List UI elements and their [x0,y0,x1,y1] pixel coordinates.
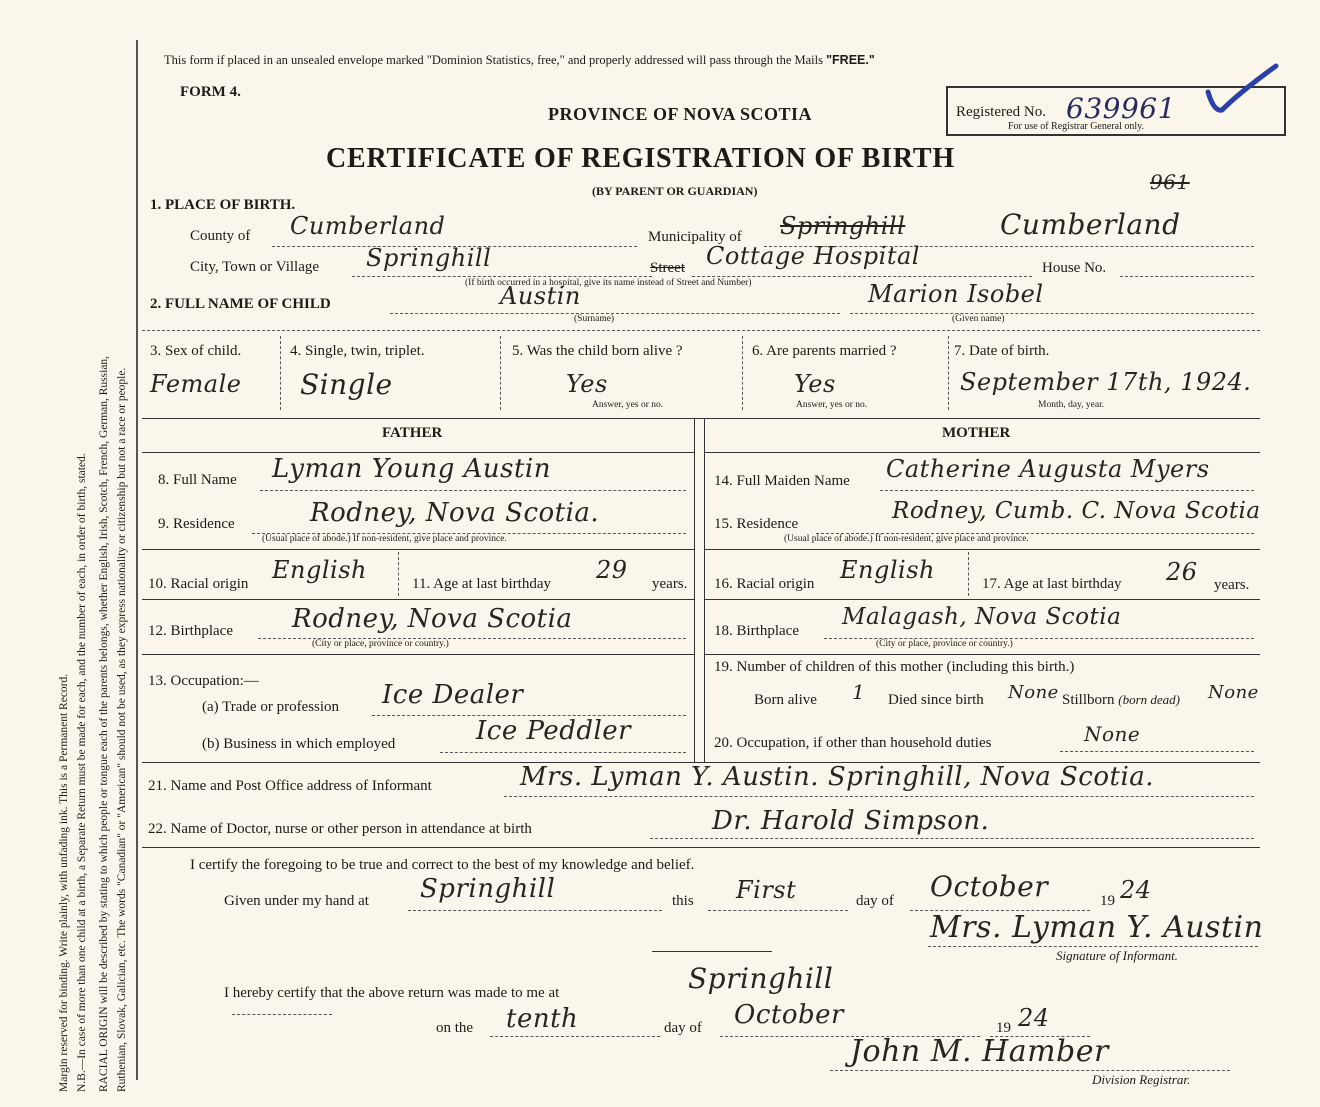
mother-name-value: Catherine Augusta Myers [886,455,1210,483]
margin-note-4: Ruthenian, Slovak, Galician, etc. The words "Canadian" or "American" should not be used, as they express nationality or citizenship but not a race or people. [116,367,128,1092]
certify-year-prefix: 19 [1100,893,1115,909]
informant-value: Mrs. Lyman Y. Austin. Springhill, Nova Scotia. [520,762,1155,792]
father-residence-caption: (Usual place of abode.) If non-resident, give place and province. [262,534,507,544]
surname-value: Austin [500,282,581,310]
mother-birthplace-caption: (City or place, province or country.) [876,639,1013,649]
mother-name-label: 14. Full Maiden Name [714,473,850,489]
father-heading: FATHER [382,425,443,441]
dob-value: September 17th, 1924. [960,368,1252,396]
father-racial-label: 10. Racial origin [148,576,249,592]
binding-margin-line [136,40,138,1080]
registered-label: Registered No. [956,104,1046,120]
corner-mark: 961 [1150,170,1190,194]
father-trade-value: Ice Dealer [382,680,524,710]
died-label: Died since birth [888,692,984,708]
mother-children-label: 19. Number of children of this mother (including this birth.) [714,659,1075,675]
registrar-note: For use of Registrar General only. [1008,121,1144,132]
house-label: House No. [1042,260,1107,276]
given-name-value: Marion Isobel [868,280,1044,308]
father-trade-label: (a) Trade or profession [202,699,340,715]
municipality-struck: Springhill [780,212,906,240]
alive-value: Yes [566,370,608,398]
child-name-label: 2. FULL NAME OF CHILD [150,296,331,312]
died-value: None [1008,682,1059,703]
married-caption: Answer, yes or no. [796,400,868,410]
street-label: Street [650,260,685,276]
dob-label: 7. Date of birth. [954,343,1050,359]
registrar-signature-caption: Division Registrar. [1092,1072,1191,1087]
given-name-caption: (Given name) [952,314,1005,324]
registrar-day-value: tenth [506,1004,579,1034]
born-alive-label: Born alive [754,692,817,708]
mother-age-value: 26 [1166,558,1198,586]
certify-day-label: day of [856,893,894,909]
father-racial-value: English [272,556,367,584]
stillborn-value: None [1208,682,1259,703]
father-age-value: 29 [596,556,628,584]
county-label: County of [190,228,251,244]
mother-residence-caption: (Usual place of abode.) If non-resident, give place and province. [784,534,1029,544]
registrar-place-value: Springhill [688,962,834,995]
mother-heading: MOTHER [942,425,1011,441]
mother-occupation-label: 20. Occupation, if other than household duties [714,735,992,751]
certify-day-value: First [736,876,797,904]
county-value: Cumberland [290,212,446,240]
surname-caption: (Surname) [574,314,615,324]
margin-note-1: Margin reserved for binding. Write plainly, with unfading ink. This is a Permanent Record. [58,673,70,1092]
mother-age-unit: years. [1214,577,1250,593]
father-residence-value: Rodney, Nova Scotia. [310,498,600,528]
father-name-value: Lyman Young Austin [272,454,551,484]
certify-month-value: October [930,870,1049,903]
registrar-day-label: day of [664,1020,702,1036]
given-under-label: Given under my hand at [224,893,369,909]
mother-racial-value: English [840,556,935,584]
married-value: Yes [794,370,836,398]
single-value: Single [300,368,393,401]
margin-notes [0,0,138,1107]
margin-note-3: RACIAL ORIGIN will be described by stating to which people or tongue each of the parents belongs, whether English, Irish, Scotch, French, German, Russian, [98,355,110,1092]
single-label: 4. Single, twin, triplet. [290,343,425,359]
place-of-birth-label: 1. PLACE OF BIRTH. [150,197,296,213]
dob-caption: Month, day, year. [1038,400,1105,410]
given-place-value: Springhill [420,874,556,904]
hospital-note: (If birth occurred in a hospital, give its name instead of Street and Number) [465,278,752,288]
municipality-value: Cumberland [1000,208,1181,241]
certify-year-value: 24 [1120,876,1152,904]
alive-caption: Answer, yes or no. [592,400,664,410]
this-label: this [672,893,694,909]
father-birthplace-label: 12. Birthplace [148,623,233,639]
province-heading: PROVINCE OF NOVA SCOTIA [548,104,813,124]
certify-statement: I certify the foregoing to be true and correct to the best of my knowledge and belief. [190,857,695,873]
sex-value: Female [150,370,242,398]
mother-age-label: 17. Age at last birthday [982,576,1122,592]
father-name-label: 8. Full Name [158,472,237,488]
registrar-signature: John M. Hamber [850,1034,1109,1069]
stillborn-label: Stillborn (born dead) [1062,692,1181,708]
informant-signature: Mrs. Lyman Y. Austin [930,910,1264,945]
city-label: City, Town or Village [190,259,320,275]
registrar-statement: I hereby certify that the above return was made to me at [224,985,560,1001]
mother-birthplace-value: Malagash, Nova Scotia [842,604,1122,630]
registrar-year-prefix: 19 [996,1020,1011,1036]
informant-label: 21. Name and Post Office address of Informant [148,778,432,794]
alive-label: 5. Was the child born alive ? [512,343,683,359]
margin-note-2: N.B.—In case of more than one child at a birth, a Separate Return must be made for each, and the number of each, in order of birth, stated. [76,453,88,1092]
father-residence-label: 9. Residence [158,516,235,532]
checkmark-icon [1200,62,1280,122]
page-subtitle: (BY PARENT OR GUARDIAN) [592,184,758,198]
registered-value: 639961 [1066,92,1176,125]
mother-racial-label: 16. Racial origin [714,576,815,592]
father-age-unit: years. [652,576,688,592]
father-birthplace-value: Rodney, Nova Scotia [292,604,573,634]
city-value: Springhill [366,244,492,272]
informant-signature-caption: Signature of Informant. [1056,948,1178,963]
registrar-year-value: 24 [1018,1004,1050,1032]
on-the-label: on the [436,1020,474,1036]
registrar-month-value: October [734,1000,844,1030]
born-alive-value: 1 [852,680,866,704]
mother-occupation-value: None [1084,722,1141,746]
sex-label: 3. Sex of child. [150,343,242,359]
father-occupation-label: 13. Occupation:— [148,673,259,689]
street-value: Cottage Hospital [706,242,920,270]
form-number: FORM 4. [180,84,241,100]
doctor-value: Dr. Harold Simpson. [712,806,990,836]
mother-birthplace-label: 18. Birthplace [714,623,799,639]
married-label: 6. Are parents married ? [752,343,897,359]
mother-residence-label: 15. Residence [714,516,799,532]
father-birthplace-caption: (City or place, province or country.) [312,639,449,649]
page-title: CERTIFICATE OF REGISTRATION OF BIRTH [326,143,955,174]
doctor-label: 22. Name of Doctor, nurse or other person in attendance at birth [148,821,532,837]
father-age-label: 11. Age at last birthday [412,576,551,592]
mother-residence-value: Rodney, Cumb. C. Nova Scotia [892,498,1261,524]
father-business-label: (b) Business in which employed [202,736,396,752]
mail-note: This form if placed in an unsealed envelope marked "Dominion Statistics, free," and properly addressed will pass through the Mails "FREE." [164,53,875,67]
municipality-label: Municipality of [648,229,742,245]
father-business-value: Ice Peddler [476,716,632,746]
